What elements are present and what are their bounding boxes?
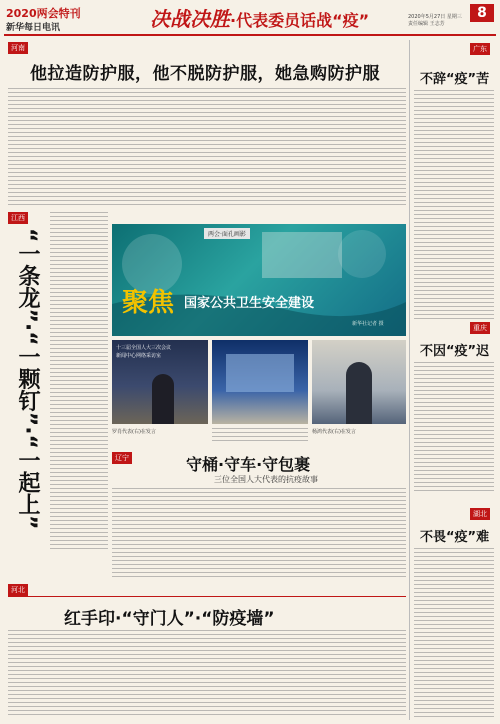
edition-label: 2020两会特刊	[6, 7, 81, 20]
hebei-rule	[8, 596, 406, 597]
headline-buyin-yichi: 不因“疫”迟	[420, 344, 490, 359]
headline-buci-yiku: 不辞“疫”苦	[420, 72, 490, 87]
left-vertical-headline: “一条龙”·“一颗钉”·“一起上”	[15, 228, 40, 530]
masthead-slogan	[150, 3, 369, 32]
slogan-sub: ·代表委员话战“疫”	[230, 11, 370, 30]
paper-name: 新华每日电讯	[6, 23, 61, 33]
caption-right: 杨鸿代表(右)在发言	[312, 429, 356, 435]
region-tag-guangdong: 广东	[470, 43, 490, 55]
column-divider	[409, 40, 410, 720]
chongqing-article-text	[414, 362, 494, 492]
banner-tag: 两会·面孔画影	[204, 228, 250, 239]
jiangxi-article-text	[50, 212, 108, 552]
main-headline: 他拉造防护服，他不脱防护服，她急购防护服	[30, 64, 380, 84]
banner-title-big: 聚焦	[122, 288, 175, 318]
region-tag-hebei: 河北	[8, 584, 28, 596]
person-silhouette	[152, 374, 174, 424]
studio-label-b: 新闻中心网络采访室	[116, 353, 162, 359]
liaoning-article-text	[112, 488, 406, 580]
region-tag-hubei: 湖北	[470, 508, 490, 520]
photo-right	[312, 340, 406, 424]
banner-image	[112, 224, 406, 336]
main-article-text	[8, 88, 406, 206]
headline-buwei-yinan: 不畏“疫”难	[420, 530, 490, 545]
caption-left: 罗肖代表(右)在发言	[112, 429, 156, 435]
hebei-article-text	[8, 630, 406, 718]
bottom-headline: 红手印·“守门人”·“防疫墙”	[64, 609, 275, 629]
masthead-meta: 2020年5月27日 星期三 责任编辑 王志芳	[408, 14, 462, 27]
caption-center-text	[212, 428, 308, 444]
screen-shape	[226, 354, 294, 392]
studio-label-a: 十三届全国人大三次会议	[116, 345, 172, 351]
shoutong-subheadline: 三位全国人大代表的抗疫故事	[214, 475, 318, 484]
masthead	[0, 0, 500, 36]
region-tag-chongqing: 重庆	[470, 322, 490, 334]
guangdong-article-text	[414, 90, 494, 320]
photo-center	[212, 340, 308, 424]
masthead-rule	[4, 34, 496, 36]
photo-left	[112, 340, 208, 424]
region-tag-henan: 河南	[8, 42, 28, 54]
region-tag-liaoning: 辽宁	[112, 452, 132, 464]
page-number: 8	[470, 4, 494, 22]
hubei-article-text	[414, 548, 494, 718]
banner-title: 国家公共卫生安全建设	[184, 296, 315, 311]
region-tag-jiangxi: 江西	[8, 212, 28, 224]
shoutong-headline: 守桶·守车·守包裹	[186, 455, 311, 474]
slogan-main: 决战决胜	[150, 7, 230, 31]
banner-side-text: 新华社记者 摄	[352, 321, 384, 327]
person-silhouette	[346, 362, 372, 424]
